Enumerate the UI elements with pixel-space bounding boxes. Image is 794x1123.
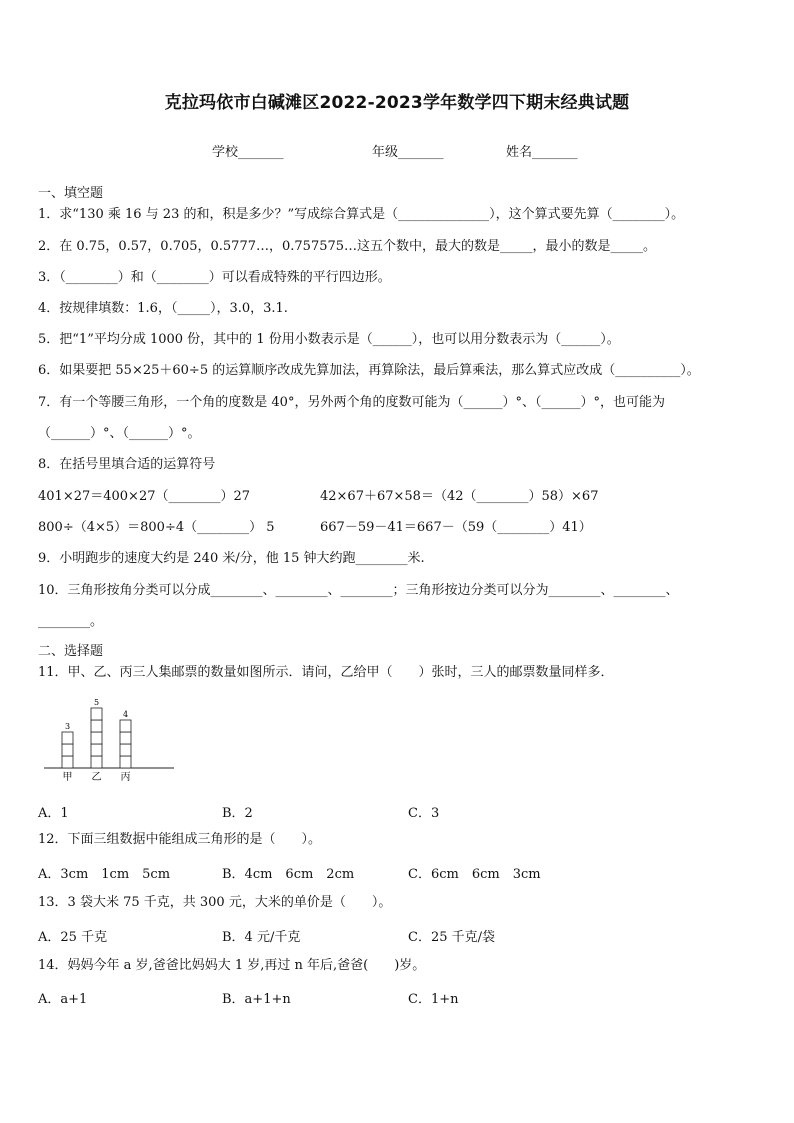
q13-option-b[interactable]: B．4 元/千克 <box>222 930 301 945</box>
q14-option-a[interactable]: A．a+1 <box>38 992 88 1007</box>
bar-cell-丙 <box>120 744 131 756</box>
bar-cell-乙 <box>91 732 102 744</box>
bar-cell-丙 <box>120 720 131 732</box>
section-heading-fill: 一、填空题 <box>38 186 104 201</box>
question-8-item-d: 667－59－41＝667－（59（________）41） <box>320 520 592 535</box>
question-13: 13．3 袋大米 75 千克，共 300 元，大米的单价是（ ）。 <box>38 895 392 910</box>
category-label: 甲 <box>62 772 73 783</box>
bar-cell-乙 <box>91 744 102 756</box>
bar-value-label: 4 <box>122 710 129 719</box>
bar-value-label: 3 <box>64 722 71 731</box>
question-8-item-b: 42×67＋67×58＝（42（________）58）×67 <box>320 489 599 504</box>
q11-option-c[interactable]: C．3 <box>408 806 440 821</box>
stamp-bar-chart <box>40 694 180 788</box>
question-3: 3．（________）和（________）可以看成特殊的平行四边形。 <box>38 270 391 285</box>
question-10-line-2: ________。 <box>38 614 104 629</box>
bar-value-label: 5 <box>93 698 100 707</box>
q13-option-c[interactable]: C．25 千克/袋 <box>408 930 496 945</box>
bar-cell-甲 <box>62 756 73 768</box>
question-1: 1．求“130 乘 16 与 23 的和，积是多少？”写成综合算式是（______________），这个算式要先算（________）。 <box>38 207 685 222</box>
q14-option-b[interactable]: B．a+1+n <box>222 992 291 1007</box>
q11-option-a[interactable]: A．1 <box>38 806 69 821</box>
q14-option-c[interactable]: C．1+n <box>408 992 459 1007</box>
grade-field: 年级_______ <box>372 145 444 160</box>
page-title: 克拉玛依市白碱滩区2022-2023学年数学四下期末经典试题 <box>164 93 630 113</box>
question-8-item-a: 401×27＝400×27（________）27 <box>38 489 251 504</box>
question-5: 5．把“1”平均分成 1000 份，其中的 1 份用小数表示是（______），也可以用分数表示为（______）。 <box>38 332 620 347</box>
question-2: 2．在 0.75，0.57，0.705，0.5777…，0.757575…这五个数中，最大的数是_____，最小的数是_____。 <box>38 239 657 254</box>
school-field: 学校_______ <box>212 145 284 160</box>
section-heading-choice: 二、选择题 <box>38 644 104 659</box>
name-field: 姓名_______ <box>506 145 578 160</box>
bar-cell-甲 <box>62 744 73 756</box>
question-7-line-1: 7．有一个等腰三角形，一个角的度数是 40°，另外两个角的度数可能为（______）°、（______）°，也可能为 <box>38 395 665 410</box>
q11-option-b[interactable]: B．2 <box>222 806 253 821</box>
category-label: 丙 <box>120 772 131 783</box>
q12-option-b[interactable]: B．4cm 6cm 2cm <box>222 867 355 882</box>
q12-option-c[interactable]: C．6cm 6cm 3cm <box>408 867 541 882</box>
question-6: 6．如果要把 55×25＋60÷5 的运算顺序改成先算加法，再算除法，最后算乘法，那么算式应改成（__________）。 <box>38 363 700 378</box>
question-7-line-2: （______）°、（______）°。 <box>38 426 201 441</box>
bar-cell-乙 <box>91 756 102 768</box>
bar-cell-乙 <box>91 720 102 732</box>
bar-cell-丙 <box>120 732 131 744</box>
bar-cell-甲 <box>62 732 73 744</box>
question-8: 8．在括号里填合适的运算符号 <box>38 457 216 472</box>
category-label: 乙 <box>91 772 102 783</box>
question-4: 4．按规律填数：1.6，（_____），3.0，3.1. <box>38 301 288 316</box>
question-12: 12．下面三组数据中能组成三角形的是（ ）。 <box>38 832 322 847</box>
q12-option-a[interactable]: A．3cm 1cm 5cm <box>38 867 171 882</box>
question-8-item-c: 800÷（4×5）＝800÷4（________） 5 <box>38 520 275 535</box>
q13-option-a[interactable]: A．25 千克 <box>38 930 108 945</box>
question-14: 14．妈妈今年 a 岁,爸爸比妈妈大 1 岁,再过 n 年后,爸爸( )岁。 <box>38 958 426 973</box>
bar-cell-丙 <box>120 756 131 768</box>
question-10-line-1: 10．三角形按角分类可以分成________、________、________；三角形按边分类可以分为________、________、 <box>38 583 679 598</box>
question-11: 11．甲、乙、丙三人集邮票的数量如图所示．请问，乙给甲（ ）张时，三人的邮票数量同样多． <box>38 665 614 680</box>
bar-cell-乙 <box>91 708 102 720</box>
question-9: 9．小明跑步的速度大约是 240 米/分，他 15 钟大约跑________米. <box>38 551 425 566</box>
